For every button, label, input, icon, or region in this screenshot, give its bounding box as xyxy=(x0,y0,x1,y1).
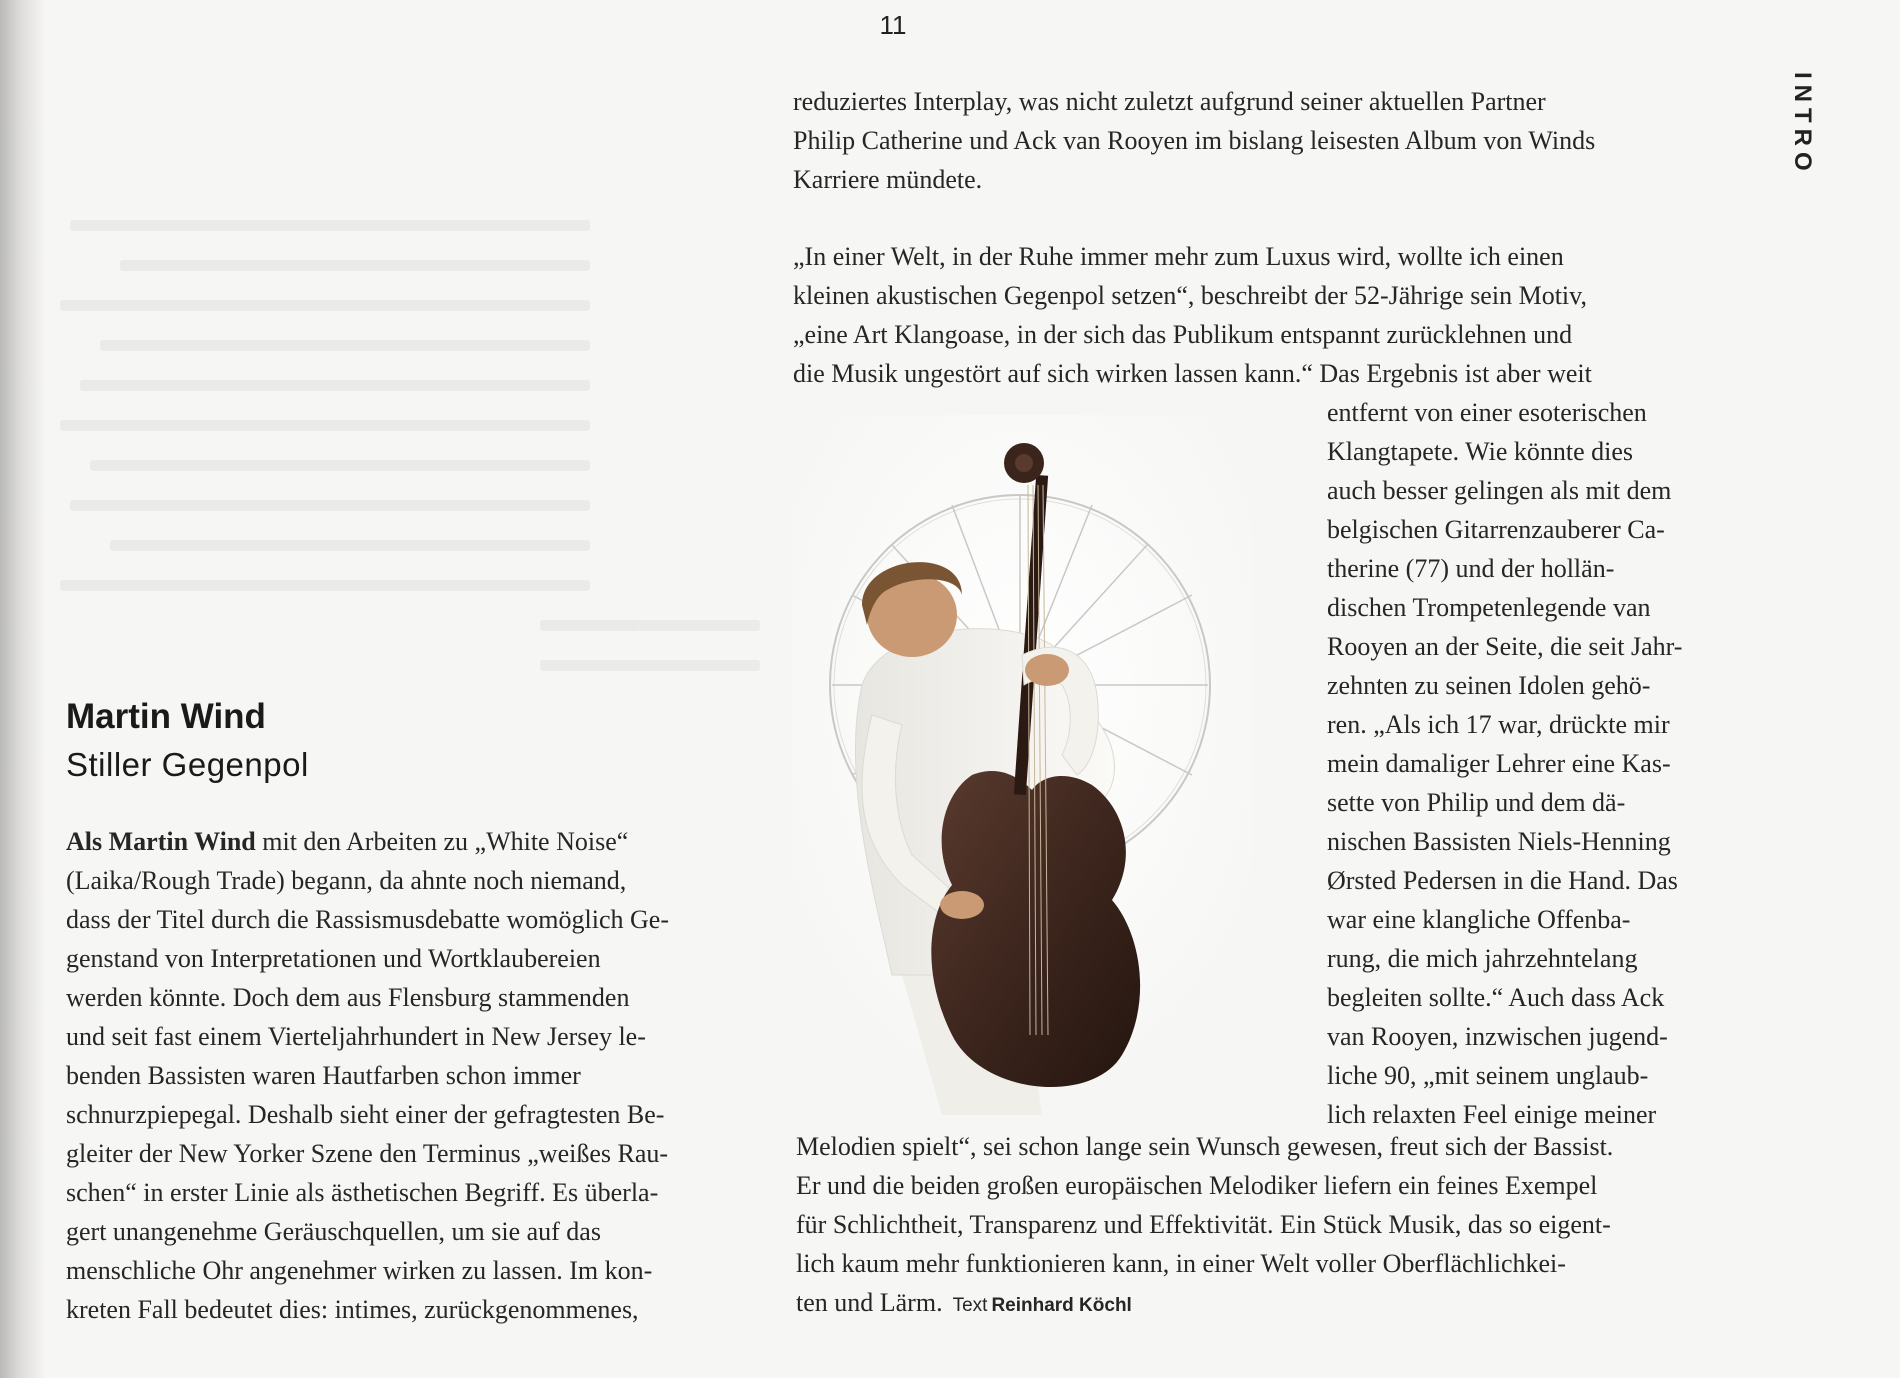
text-line: zehnten zu seinen Idolen gehö- xyxy=(1327,671,1651,700)
text-line: Karriere mündete. xyxy=(793,165,983,194)
text-line: therine (77) und der hollän- xyxy=(1327,554,1615,583)
plucking-hand xyxy=(940,891,984,919)
right-column-quote-paragraph xyxy=(793,237,1753,393)
bassist-photo xyxy=(792,415,1252,1115)
text-line: liche 90, „mit seinem unglaub- xyxy=(1327,1061,1649,1090)
left-hand xyxy=(1025,654,1069,686)
text-line: Er und die beiden großen europäischen Melodiker liefern ein feines Exempel xyxy=(796,1171,1598,1200)
text-line: mit den Arbeiten zu „White Noise“ xyxy=(255,827,629,856)
text-line: ten und Lärm. xyxy=(796,1288,943,1317)
text-line: lich relaxten Feel einige meiner xyxy=(1327,1100,1657,1129)
text-line: reduziertes Interplay, was nicht zuletzt aufgrund seiner aktuellen Partner xyxy=(793,87,1546,116)
text-line: Ørsted Pedersen in die Hand. Das xyxy=(1327,866,1678,895)
author-credit-name: Reinhard Köchl xyxy=(991,1295,1132,1316)
text-line: Rooyen an der Seite, die seit Jahr- xyxy=(1327,632,1683,661)
text-line: „eine Art Klangoase, in der sich das Publikum entspannt zurücklehnen und xyxy=(793,320,1573,349)
text-line: war eine klangliche Offenba- xyxy=(1327,905,1631,934)
text-line: ren. „Als ich 17 war, drückte mir xyxy=(1327,710,1670,739)
text-line: rung, die mich jahrzehntelang xyxy=(1327,944,1638,973)
section-tab-intro: INTRO xyxy=(1789,72,1816,177)
text-line: gleiter der New Yorker Szene den Terminus „weißes Rau- xyxy=(66,1139,669,1168)
text-line: dass der Titel durch die Rassismusdebatte womöglich Ge- xyxy=(66,905,669,934)
text-line: kreten Fall bedeutet dies: intimes, zurückgenommenes, xyxy=(66,1295,639,1324)
text-line: Klangtapete. Wie könnte dies xyxy=(1327,437,1634,466)
article-title: Martin Wind xyxy=(66,697,266,736)
text-line: genstand von Interpretationen und Wortklaubereien xyxy=(66,944,601,973)
text-line: werden könnte. Doch dem aus Flensburg stammenden xyxy=(66,983,630,1012)
text-line: gert unangenehme Geräuschquellen, um sie auf das xyxy=(66,1217,601,1246)
author-credit-label: Text xyxy=(952,1295,988,1316)
right-column-top xyxy=(793,82,1753,199)
text-line: mein damaliger Lehrer eine Kas- xyxy=(1327,749,1671,778)
text-line: und seit fast einem Vierteljahrhundert in New Jersey le- xyxy=(66,1022,646,1051)
text-line: „In einer Welt, in der Ruhe immer mehr zum Luxus wird, wollte ich einen xyxy=(793,242,1564,271)
text-line: (Laika/Rough Trade) begann, da ahnte noch niemand, xyxy=(66,866,627,895)
right-column-narrow xyxy=(1327,393,1767,1134)
text-line: nischen Bassisten Niels-Henning xyxy=(1327,827,1671,856)
show-through-text xyxy=(60,90,760,790)
text-line: schnurzpiepegal. Deshalb sieht einer der gefragtesten Be- xyxy=(66,1100,665,1129)
page-gutter-shadow xyxy=(0,0,46,1378)
article-subtitle: Stiller Gegenpol xyxy=(66,746,309,783)
text-line: für Schlichtheit, Transparenz und Effektivität. Ein Stück Musik, das so eigent- xyxy=(796,1210,1611,1239)
text-line: sette von Philip und dem dä- xyxy=(1327,788,1626,817)
right-column-bottom xyxy=(796,1127,1756,1325)
text-line: belgischen Gitarrenzauberer Ca- xyxy=(1327,515,1665,544)
text-line: begleiten sollte.“ Auch dass Ack xyxy=(1327,983,1665,1012)
text-line: auch besser gelingen als mit dem xyxy=(1327,476,1672,505)
text-line: entfernt von einer esoterischen xyxy=(1327,398,1647,427)
text-line: dischen Trompetenlegende van xyxy=(1327,593,1651,622)
page-number: 11 xyxy=(879,10,907,40)
text-line: menschliche Ohr angenehmer wirken zu lassen. Im kon- xyxy=(66,1256,653,1285)
text-line: Philip Catherine und Ack van Rooyen im bislang leisesten Album von Winds xyxy=(793,126,1596,155)
text-line: kleinen akustischen Gegenpol setzen“, beschreibt der 52-Jährige sein Motiv, xyxy=(793,281,1587,310)
text-line: Melodien spielt“, sei schon lange sein Wunsch gewesen, freut sich der Bassist. xyxy=(796,1132,1614,1161)
left-column-text xyxy=(66,822,766,1329)
text-line: benden Bassisten waren Hautfarben schon immer xyxy=(66,1061,581,1090)
text-line: die Musik ungestört auf sich wirken lassen kann.“ Das Ergebnis ist aber weit xyxy=(793,359,1592,388)
text-line: lich kaum mehr funktionieren kann, in einer Welt voller Oberflächlichkei- xyxy=(796,1249,1566,1278)
text-line: schen“ in erster Linie als ästhetischen Begriff. Es überla- xyxy=(66,1178,659,1207)
lead-in: Als Martin Wind xyxy=(66,827,256,856)
text-line: van Rooyen, inzwischen jugend- xyxy=(1327,1022,1668,1051)
